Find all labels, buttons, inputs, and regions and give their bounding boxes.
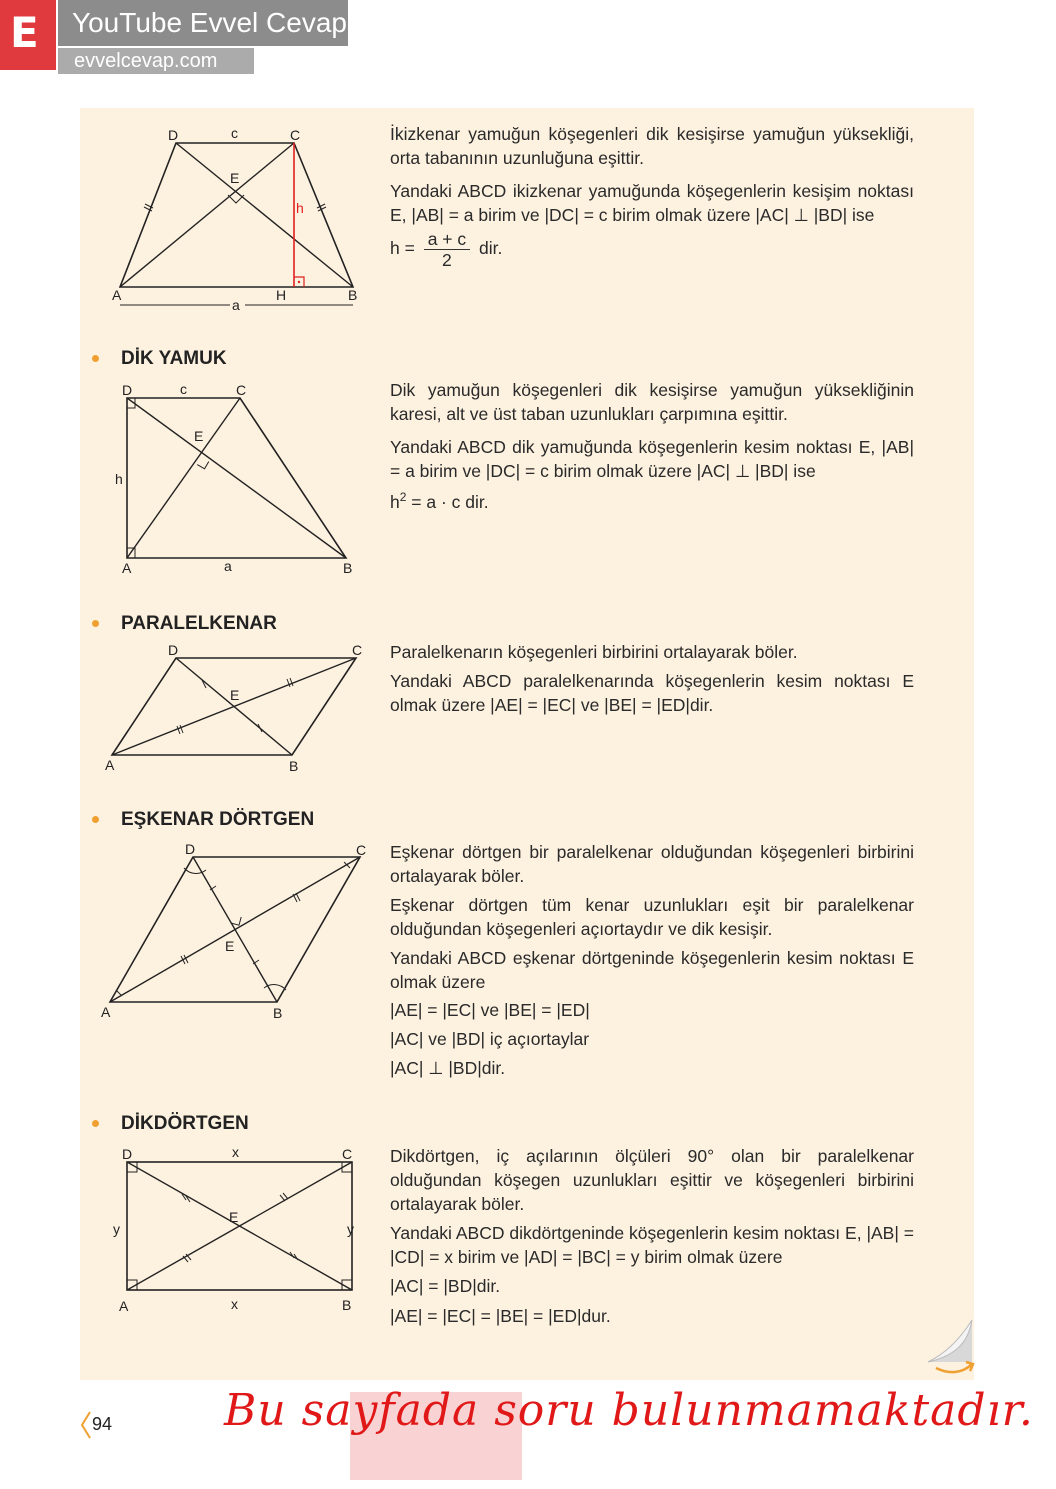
rhombus-p2: Eşkenar dörtgen tüm kenar uzunlukları eşit bir paralelkenar olduğundan köşegenleri açıortaydır ve dik kesişir. [390, 895, 914, 939]
heading-paralelkenar: PARALELKENAR [121, 613, 277, 634]
right-trapezoid-p3 [390, 485, 914, 514]
rectangle-p2: Yandaki ABCD dikdörtgeninde köşegenlerin kesim noktası E, |AB| = |CD| = x birim ve |AD| = |BC| = y birim olmak üzere [390, 1223, 914, 1267]
label-D: D [122, 382, 133, 398]
label-h: h [296, 200, 304, 216]
parallelogram-p2: Yandaki ABCD paralelkenarında köşegenlerin kesim noktası E olmak üzere |AE| = |EC| ve |BE| = |ED|dir. [390, 671, 914, 715]
label-E: E [229, 1209, 239, 1225]
label-x-top: x [232, 1144, 239, 1160]
label-B: B [342, 1297, 352, 1313]
label-D: D [185, 841, 196, 857]
label-E: E [230, 170, 240, 186]
heading-dikdortgen: DİKDÖRTGEN [121, 1113, 249, 1134]
label-x-bottom: x [231, 1296, 238, 1312]
p3-base: h [390, 491, 400, 512]
right-trapezoid-p1: Dik yamuğun köşegenleri dik kesişirse yamuğun yüksekliğinin karesi, alt ve üst taban uzunlukları çarpımına eşittir. [390, 380, 914, 424]
parallelogram-figure [100, 640, 370, 775]
label-A: A [112, 287, 122, 303]
label-A: A [119, 1298, 129, 1314]
isosceles-trapezoid-text [390, 122, 914, 270]
rectangle-p1: Dikdörtgen, iç açılarının ölçüleri 90° olan bir paralelkenar olduğundan köşegen uzunlukları eşittir ve köşegenleri birbirini ortalayarak böler. [390, 1146, 914, 1214]
label-E: E [230, 687, 240, 703]
parallelogram-text [390, 640, 914, 717]
page-curl-icon [924, 1318, 976, 1378]
formula-numerator: a + c [424, 229, 470, 250]
label-D: D [122, 1146, 133, 1162]
rectangle-text [390, 1144, 914, 1328]
label-C: C [342, 1146, 353, 1162]
label-A: A [122, 560, 132, 576]
right-trapezoid-text [390, 378, 914, 514]
label-c: c [180, 381, 187, 397]
p3-rest: = a · c dir. [406, 491, 489, 512]
bullet-paralelkenar [92, 620, 99, 627]
isosceles-trapezoid-p2: Yandaki ABCD ikizkenar yamuğunda köşegenlerin kesişim noktası E, |AB| = a birim ve |DC| = c birim olmak üzere |AC| ⊥ |BD| ise [390, 181, 914, 225]
page-number: 94 [92, 1414, 113, 1434]
heading-eskenar: EŞKENAR DÖRTGEN [121, 809, 315, 830]
rectangle-p4: |AE| = |EC| = |BE| = |ED|dur. [390, 1306, 611, 1326]
label-C: C [352, 642, 363, 658]
label-C: C [356, 842, 367, 858]
label-c: c [231, 125, 238, 141]
label-a: a [224, 558, 232, 574]
label-B: B [343, 560, 353, 576]
rhombus-p1: Eşkenar dörtgen bir paralelkenar olduğundan köşegenleri birbirini ortalayarak böler. [390, 842, 914, 886]
label-B: B [273, 1005, 283, 1021]
formula-left: h = [390, 238, 415, 259]
rhombus-p3: Yandaki ABCD eşkenar dörtgeninde köşegenlerin kesim noktası E olmak üzere [390, 948, 914, 992]
label-A: A [105, 757, 115, 773]
label-C: C [290, 127, 301, 143]
bullet-dikdortgen [92, 1120, 99, 1127]
isosceles-trapezoid-figure [110, 125, 370, 320]
label-E: E [225, 938, 235, 954]
right-trapezoid-figure [110, 378, 370, 578]
isosceles-trapezoid-p1: İkizkenar yamuğun köşegenleri dik kesişirse yamuğun yüksekliği, orta tabanının uzunluğuna eşittir. [390, 124, 914, 168]
rectangle-p3: |AC| = |BD|dir. [390, 1276, 501, 1296]
formula-fraction [424, 229, 470, 270]
brand-letter: E [10, 8, 39, 57]
brand-title: YouTube Evvel Cevap [58, 0, 348, 46]
formula-denominator: 2 [442, 250, 452, 270]
label-B: B [348, 287, 358, 303]
label-y-left: y [113, 1221, 120, 1237]
rhombus-p4: |AE| = |EC| ve |BE| = |ED| [390, 1000, 590, 1020]
no-question-note: Bu sayfada soru bulunmamaktadır. [224, 1385, 1034, 1436]
rhombus-figure [98, 840, 373, 1020]
label-y-right: y [347, 1221, 354, 1237]
isosceles-trapezoid-formula [390, 229, 914, 270]
label-A: A [101, 1004, 111, 1020]
label-C: C [236, 382, 247, 398]
label-D: D [168, 127, 179, 143]
label-a: a [232, 297, 240, 313]
bullet-eskenar [92, 816, 99, 823]
rhombus-p5: |AC| ve |BD| iç açıortaylar [390, 1029, 590, 1049]
bullet-dik-yamuk [92, 355, 99, 362]
formula-right: dir. [479, 238, 503, 259]
right-trapezoid-p2: Yandaki ABCD dik yamuğunda köşegenlerin kesim noktası E, |AB| = a birim ve |DC| = c birim olmak üzere |AC| ⊥ |BD| ise [390, 437, 914, 481]
label-h: h [115, 471, 123, 487]
label-H: H [276, 287, 287, 303]
parallelogram-p1: Paralelkenarın köşegenleri birbirini ortalayarak böler. [390, 642, 798, 662]
rectangle-figure [108, 1145, 368, 1315]
p3-sup: 2 [399, 490, 407, 504]
brand-url: evvelcevap.com [58, 48, 254, 74]
rhombus-p6: |AC| ⊥ |BD|dir. [390, 1058, 506, 1078]
label-D: D [168, 642, 179, 658]
heading-dik-yamuk: DİK YAMUK [121, 348, 227, 369]
label-E: E [194, 428, 204, 444]
brand-logo [0, 0, 56, 70]
label-B: B [289, 758, 299, 774]
rhombus-text [390, 840, 914, 1080]
